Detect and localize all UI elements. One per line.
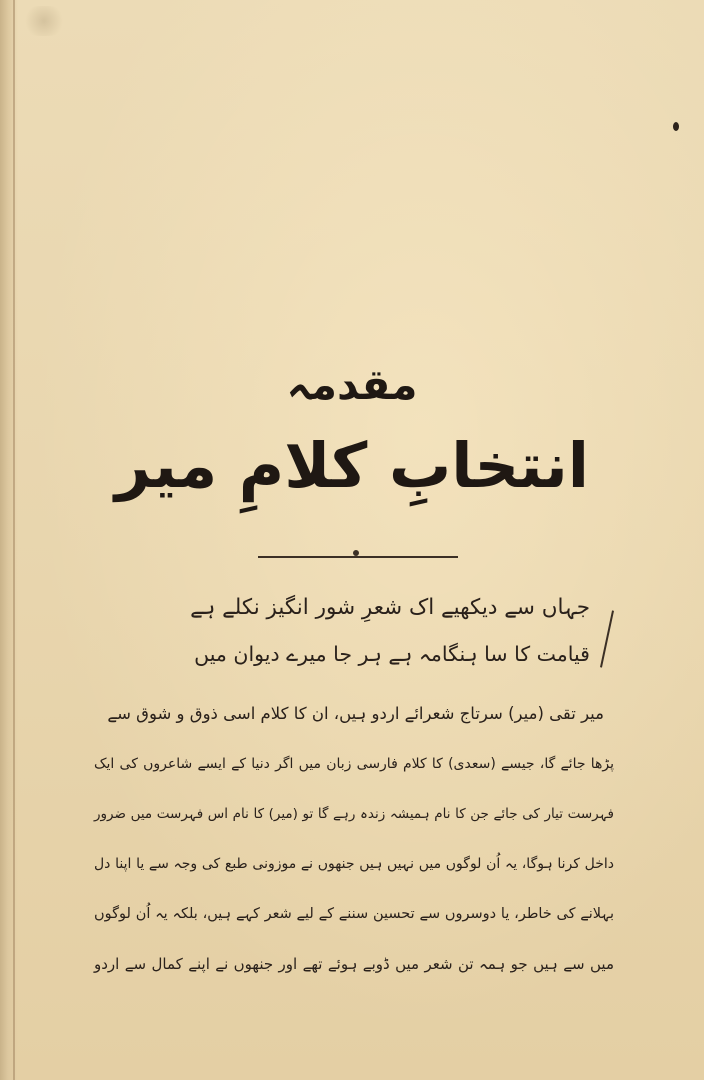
body-line-3: فہرست تیار کی جائے جن کا نام ہمیشہ زندہ رہے گا تو (میر) کا نام اس فہرست میں ضرور (94, 806, 614, 822)
body-line-1: میر تقی (میر) سرتاج شعرائے اردو ہیں، ان کا کلام اسی ذوق و شوق سے (107, 704, 604, 723)
body-line-6: میں سے ہیں جو ہمہ تن شعر میں ڈوبے ہوئے تھے اور جنھوں نے اپنے کمال سے اردو (94, 955, 614, 973)
epigraph-line-1: جہاں سے دیکھیے اک شعرِ شور انگیز نکلے ہے (190, 595, 590, 620)
ink-spot (673, 122, 679, 131)
body-line-5: بہلانے کی خاطر، یا دوسروں سے تحسین سننے کے لیے شعر کہے ہیں، بلکہ یہ اُن لوگوں (94, 906, 614, 922)
paper-stain (22, 6, 66, 36)
section-heading: مقدمہ (286, 360, 418, 409)
binding-edge (0, 0, 18, 1080)
divider-dot (353, 550, 359, 556)
margin-rule (13, 0, 15, 1080)
epigraph-line-2: قیامت کا سا ہنگامہ ہے ہر جا میرے دیوان میں (194, 642, 590, 666)
page-title: انتخابِ کلامِ میر (114, 429, 590, 502)
body-line-4: داخل کرنا ہوگا، یہ اُن لوگوں میں نہیں ہیں جنھوں نے موزونی طبع کی وجہ سے یا اپنا دل (94, 856, 614, 872)
verse-marker (600, 610, 614, 667)
body-line-2: پڑھا جائے گا، جیسے (سعدی) کا کلام فارسی زبان میں اگر دنیا کے ایسے شاعروں کی ایک (94, 756, 614, 772)
title-divider (258, 556, 458, 558)
